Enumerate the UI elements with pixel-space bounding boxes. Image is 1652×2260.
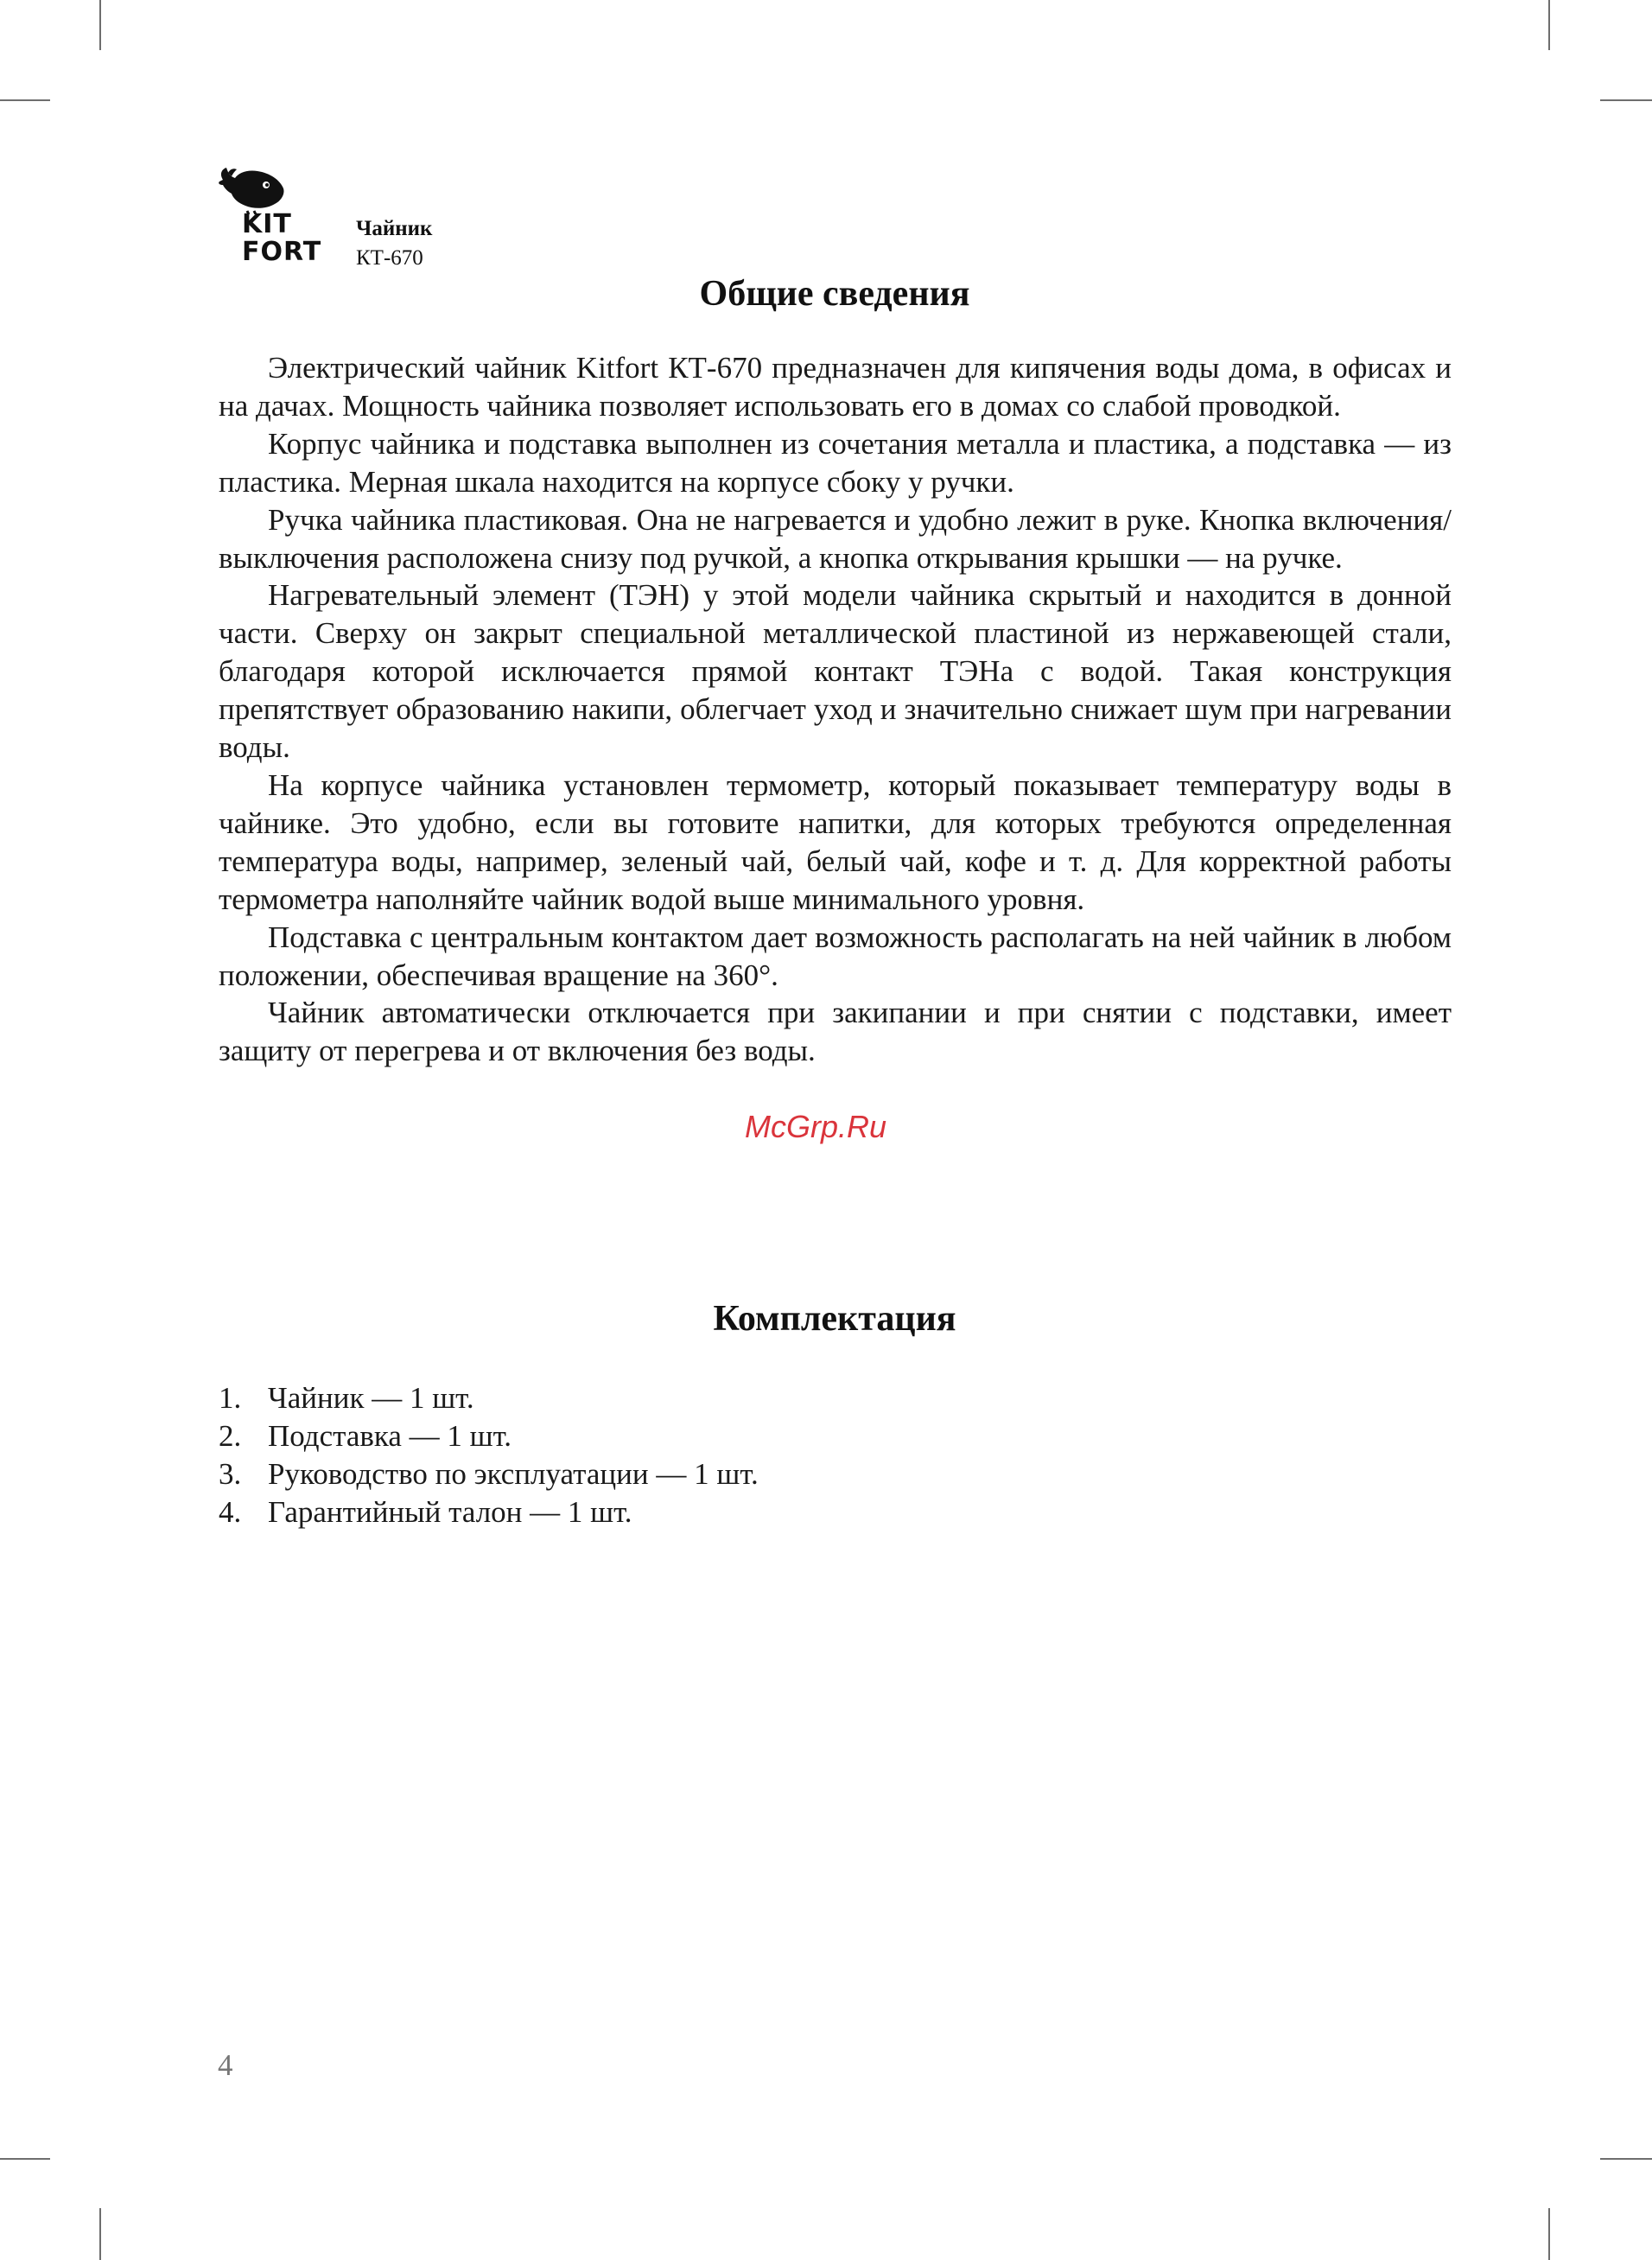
product-header [356, 214, 432, 273]
list-item-number: 3. [219, 1457, 242, 1491]
crop-mark [1548, 0, 1550, 50]
general-info-text [219, 349, 1452, 1070]
crop-mark [1600, 2158, 1652, 2160]
brand-logo [214, 166, 328, 270]
section-title-general: Общие сведения [699, 274, 970, 314]
list-item [219, 1493, 759, 1531]
list-item-number: 4. [219, 1495, 242, 1529]
paragraph: Электрический чайник Kitfort КТ-670 предназначен для кипячения воды дома, в офисах и на дачах. Мощность чайника позволяет использовать его в домах со слабой проводкой. [219, 351, 1452, 423]
crop-mark [0, 2158, 50, 2160]
page-number: 4 [218, 2048, 233, 2082]
watermark: McGrp.Ru [745, 1109, 887, 1144]
list-item-number: 2. [219, 1419, 242, 1453]
crop-mark [0, 99, 50, 101]
list-item-text: Чайник — 1 шт. [268, 1381, 474, 1415]
paragraph: Чайник автоматически отключается при закипании и при снятии с подставки, имеет защиту от перегрева и от включения без воды. [219, 996, 1452, 1068]
paragraph: Подставка с центральным контактом дает возможность располагать на ней чайник в любом положении, обеспечивая вращение на 360°. [219, 920, 1452, 992]
list-item-number: 1. [219, 1381, 242, 1415]
whale-icon [218, 166, 287, 214]
list-item [219, 1455, 759, 1493]
list-item-text: Подставка — 1 шт. [268, 1419, 512, 1453]
list-item-text: Гарантийный талон — 1 шт. [268, 1495, 632, 1529]
paragraph: Ручка чайника пластиковая. Она не нагревается и удобно лежит в руке. Кнопка включения/выключения расположена снизу под ручкой, а кнопка открывания крышки — на ручке. [219, 502, 1452, 575]
section-title-contents: Комплектация [713, 1299, 956, 1339]
paragraph: Корпус чайника и подставка выполнен из сочетания металла и пластика, а подставка — из пластика. Мерная шкала находится на корпусе сбоку у ручки. [219, 426, 1452, 499]
list-item [219, 1417, 759, 1455]
product-model: КТ-670 [356, 246, 423, 270]
list-item [219, 1379, 759, 1417]
paragraph: Нагревательный элемент (ТЭН) у этой модели чайника скрытый и находится в донной части. Сверху он закрыт специальной металлической пластиной из нержавеющей стали, благодаря которой исключается прямой контакт ТЭНа с водой. Такая конструкция препятствует образованию накипи, облегчает уход и значительно снижает шум при нагревании воды. [219, 578, 1452, 765]
brand-line1: KIT [242, 209, 292, 239]
crop-mark [1600, 99, 1652, 101]
brand-wordmark [214, 211, 327, 266]
crop-mark [99, 2208, 101, 2260]
list-item-text: Руководство по эксплуатации — 1 шт. [268, 1457, 759, 1491]
product-name: Чайник [356, 217, 433, 240]
brand-line2: FORT [242, 237, 322, 267]
crop-mark [1548, 2208, 1550, 2260]
crop-mark [99, 0, 101, 50]
paragraph: На корпусе чайника установлен термометр, который показывает температуру воды в чайнике. Это удобно, если вы готовите напитки, для которых требуются определенная температура воды, например, зеленый чай, белый чай, кофе и т. д. Для корректной работы термометра наполняйте чайник водой выше минимального уровня. [219, 767, 1452, 916]
contents-list [219, 1379, 759, 1531]
